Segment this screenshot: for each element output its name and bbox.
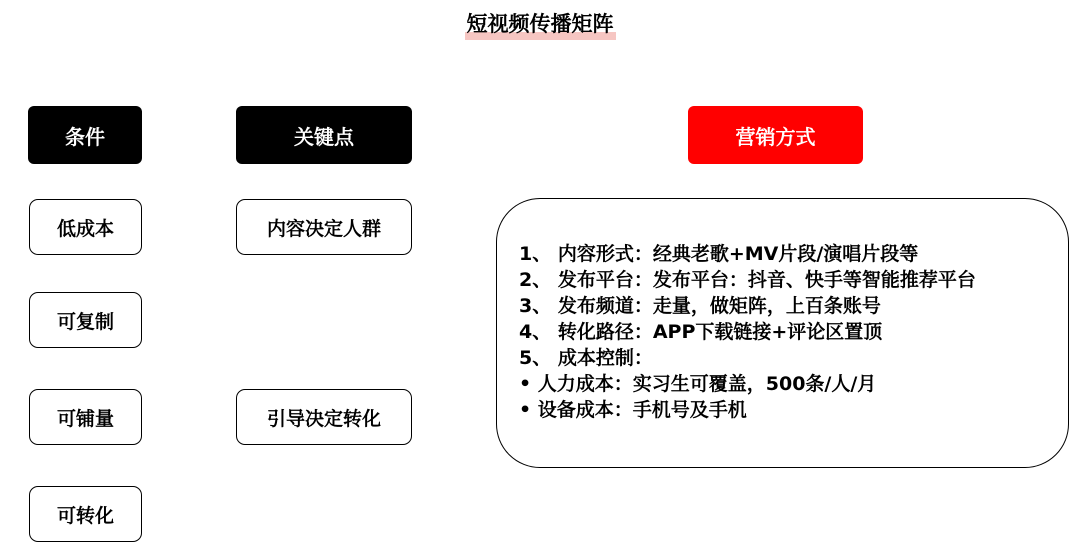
header-conditions: 条件 <box>28 106 142 164</box>
marketing-details-box <box>496 198 1069 468</box>
condition-box-scalable: 可铺量 <box>29 389 142 445</box>
marketing-bullet: • 设备成本：手机号及手机 <box>519 399 747 421</box>
condition-box-convertible: 可转化 <box>29 486 142 542</box>
header-keypoints: 关键点 <box>236 106 412 164</box>
page-title <box>0 8 1080 40</box>
marketing-details-list <box>519 241 976 423</box>
marketing-bullet: • 人力成本：实习生可覆盖，500条/人/月 <box>519 373 877 395</box>
keypoint-box-guidance: 引导决定转化 <box>236 389 412 445</box>
marketing-line: 1、 内容形式：经典老歌+MV片段/演唱片段等 <box>519 243 919 265</box>
header-marketing: 营销方式 <box>688 106 863 164</box>
marketing-line: 4、 转化路径：APP下载链接+评论区置顶 <box>519 321 883 343</box>
marketing-line: 5、 成本控制： <box>519 347 653 369</box>
marketing-line: 2、 发布平台：发布平台：抖音、快手等智能推荐平台 <box>519 269 976 291</box>
marketing-line: 3、 发布频道：走量，做矩阵，上百条账号 <box>519 295 881 317</box>
page-title-text: 短视频传播矩阵 <box>465 8 616 40</box>
condition-box-replicable: 可复制 <box>29 292 142 348</box>
condition-box-low-cost: 低成本 <box>29 199 142 255</box>
keypoint-box-content: 内容决定人群 <box>236 199 412 255</box>
